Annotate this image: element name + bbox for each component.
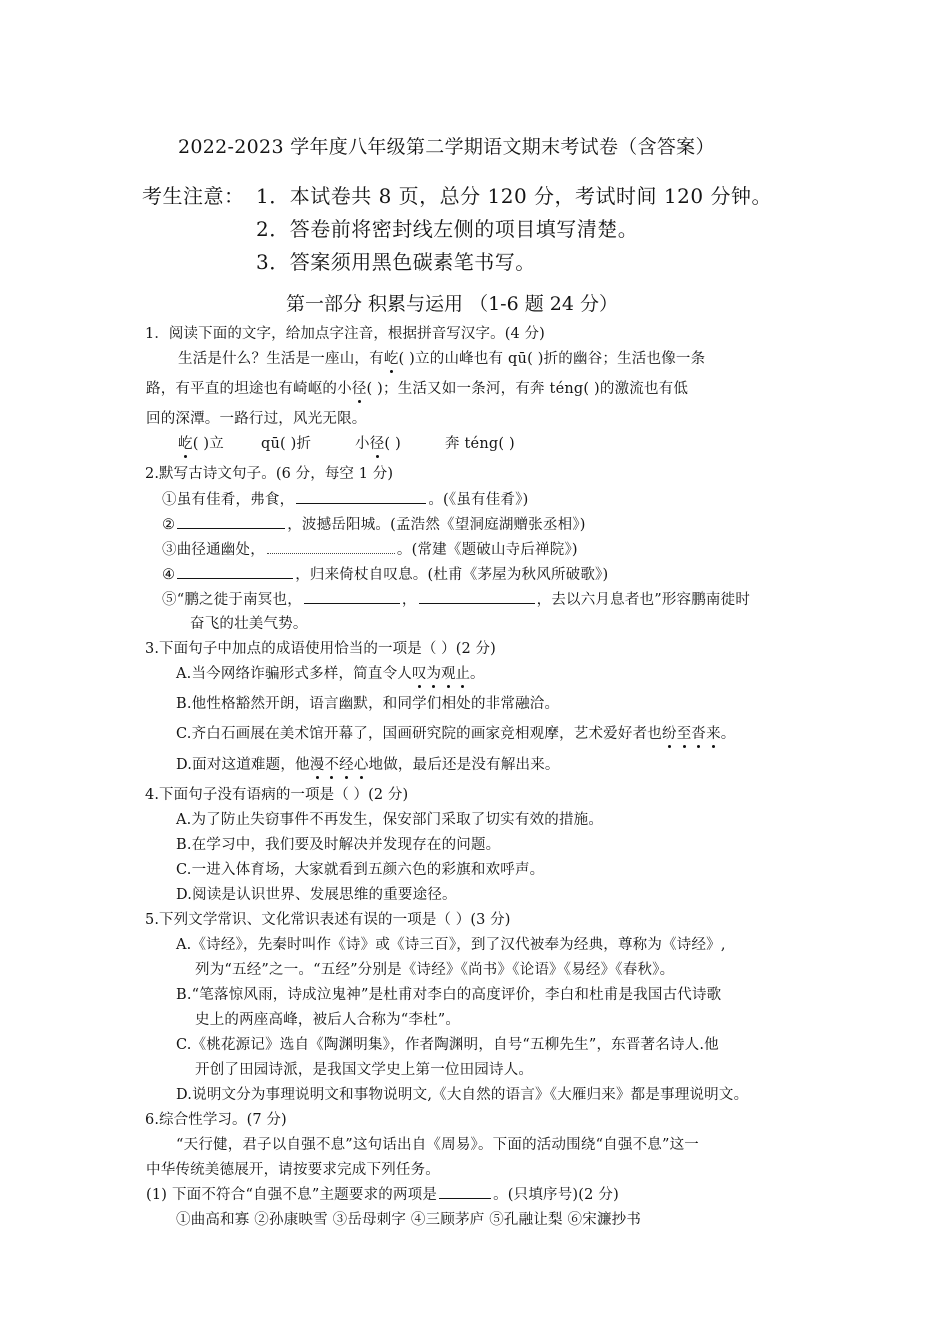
q1-passage-line-1: 生活是什么？生活是一座山，有屹( )立的山峰也有 qū( )折的幽谷；生活也像一条 xyxy=(178,351,706,367)
q2-line-5: ⑤“鹏之徙于南冥也， ， ，去以六月息者也”形容鹏南徙时 xyxy=(162,588,750,609)
dotted-char: 屹 xyxy=(383,351,399,367)
q5-option-a-line-1: A.《诗经》，先秦时叫作《诗》或《诗三百》，到了汉代被奉为经典，尊称为《诗经》, xyxy=(176,937,726,953)
q2-line-2: ② ，波撼岳阳城。(孟浩然《望洞庭湖赠张丞相》) xyxy=(162,513,586,534)
dotted-char: 沓 xyxy=(691,726,707,742)
q2-line-4: ④ ，归来倚杖自叹息。(杜甫《茅屋为秋风所破歌》) xyxy=(162,563,608,584)
q1-answer-item-1: 屹( )立 xyxy=(178,436,224,452)
dotted-char: 心 xyxy=(353,757,369,773)
q5-option-c-line-1: C.《桃花源记》选自《陶渊明集》，作者陶渊明，自号“五柳先生”，东晋著名诗人.他 xyxy=(176,1037,719,1053)
answer-blank[interactable] xyxy=(419,589,535,604)
q4-option-d: D.阅读是认识世界、发展思维的重要途径。 xyxy=(176,887,457,903)
q6-option-list: ①曲高和寡 ②孙康映雪 ③岳母刺字 ④三顾茅庐 ⑤孔融让梨 ⑥宋濂抄书 xyxy=(176,1212,642,1228)
q1-passage-line-2: 路，有平直的坦途也有崎岖的小径( )；生活又如一条河，有奔 téng( )的激流也有低 xyxy=(146,381,689,397)
dotted-idiom xyxy=(662,726,721,742)
q2-stem: 2.默写古诗文句子。(6 分，每空 1 分) xyxy=(145,466,394,482)
q4-stem: 4.下面句子没有语病的一项是（ ）(2 分) xyxy=(145,787,409,803)
answer-blank[interactable] xyxy=(296,489,426,504)
dotted-char: 观 xyxy=(440,666,456,682)
q6-subquestion-1: (1) 下面不符合“自强不息”主题要求的两项是 。(只填序号)(2 分) xyxy=(146,1183,619,1204)
q1-answer-item-4: 奔 téng( ) xyxy=(445,436,515,452)
dotted-idiom xyxy=(310,757,369,773)
dotted-char: 至 xyxy=(676,726,692,742)
q3-option-b: B.他性格豁然开朗，语言幽默，和同学们相处的非常融洽。 xyxy=(176,696,560,712)
q5-option-b-line-1: B.“笔落惊风雨，诗成泣鬼神”是杜甫对李白的高度评价，李白和杜甫是我国古代诗歌 xyxy=(176,987,722,1003)
q4-option-c: C.一进入体育场，大家就看到五颜六色的彩旗和欢呼声。 xyxy=(176,862,545,878)
dotted-char: 纷 xyxy=(661,726,677,742)
q4-option-b: B.在学习中，我们要及时解决并发现存在的问题。 xyxy=(176,837,501,853)
notice-label: 考生注意： xyxy=(142,184,245,208)
dotted-char: 径 xyxy=(369,436,385,452)
notice-item-1: 1．本试卷共 8 页，总分 120 分，考试时间 120 分钟。 xyxy=(256,184,772,208)
q3-stem: 3.下面句子中加点的成语使用恰当的一项是（ ）(2 分) xyxy=(145,641,496,657)
q6-stem: 6.综合性学习。(7 分) xyxy=(145,1112,287,1128)
q2-line-3: ③曲径通幽处， 。(常建《题破山寺后禅院》) xyxy=(162,538,578,559)
q5-option-c-line-2: 开创了田园诗派，是我国文学史上第一位田园诗人。 xyxy=(195,1062,534,1078)
dotted-char: 径 xyxy=(351,381,367,397)
notice-item-3: 3．答案须用黑色碳素笔书写。 xyxy=(256,250,536,274)
q5-option-d: D.说明文分为事理说明文和事物说明文,《大自然的语言》《大雁归来》都是事理说明文。 xyxy=(176,1087,749,1103)
q6-paragraph-line-2: 中华传统美德展开，请按要求完成下列任务。 xyxy=(146,1162,440,1178)
q3-option-d: D.面对这道难题，他漫不经心地做，最后还是没有解出来。 xyxy=(176,757,560,773)
dotted-char: 漫 xyxy=(309,757,325,773)
q2-line-5-cont: 奋飞的壮美气势。 xyxy=(190,616,308,632)
dotted-char: 叹 xyxy=(411,666,427,682)
dotted-char: 来 xyxy=(706,726,721,742)
q1-stem: 1．阅读下面的文字，给加点字注音，根据拼音写汉字。(4 分) xyxy=(145,326,545,342)
dotted-char: 屹 xyxy=(178,436,193,452)
answer-blank[interactable] xyxy=(439,1184,491,1199)
answer-blank[interactable] xyxy=(177,564,293,579)
dotted-char: 不 xyxy=(324,757,340,773)
q5-stem: 5.下列文学常识、文化常识表述有误的一项是（ ）(3 分) xyxy=(145,912,511,928)
q3-option-c: C.齐白石画展在美术馆开幕了，国画研究院的画家竞相观摩，艺术爱好者也纷至沓来。 xyxy=(176,726,736,742)
q2-line-1: ①虽有佳肴，弗食， 。(《虽有佳肴》) xyxy=(162,488,528,509)
dotted-char: 为 xyxy=(426,666,441,682)
q5-option-b-line-2: 史上的两座高峰，被后人合称为“李杜”。 xyxy=(195,1012,461,1028)
q3-option-a: A.当今网络诈骗形式多样，简直令人叹为观止。 xyxy=(176,666,485,682)
q6-paragraph-line-1: “天行健，君子以自强不息”这句话出自《周易》。下面的活动围绕“自强不息”这一 xyxy=(176,1137,699,1153)
dotted-idiom xyxy=(412,666,470,682)
notice-item-2: 2．答卷前将密封线左侧的项目填写清楚。 xyxy=(256,217,639,241)
answer-blank[interactable] xyxy=(177,514,285,529)
answer-blank[interactable] xyxy=(267,539,395,554)
q1-passage-line-3: 回的深潭。一路行过，风光无限。 xyxy=(146,411,367,427)
answer-blank[interactable] xyxy=(304,589,400,604)
dotted-char: 经 xyxy=(339,757,354,773)
q5-option-a-line-2: 列为“五经”之一。“五经”分别是《诗经》《尚书》《论语》《易经》《春秋》。 xyxy=(195,962,675,978)
dotted-char: 止 xyxy=(455,666,470,682)
q1-answer-item-3: 小径( ) xyxy=(355,436,401,452)
q1-answer-item-2: qū( )折 xyxy=(261,436,312,452)
section-heading: 第一部分 积累与运用 （1-6 题 24 分） xyxy=(286,293,618,315)
q4-option-a: A.为了防止失窃事件不再发生，保安部门采取了切实有效的措施。 xyxy=(176,812,604,828)
page-title: 2022-2023 学年度八年级第二学期语文期末考试卷（含答案） xyxy=(178,136,715,158)
